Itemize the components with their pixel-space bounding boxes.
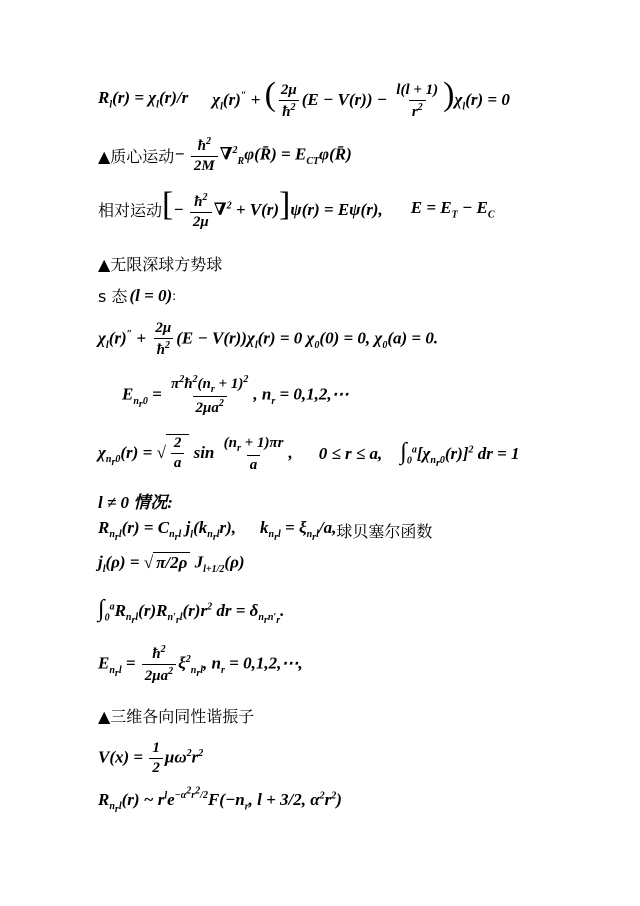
s-state-label: s 态 [98,287,128,306]
normalization-condition: $\int_0^a[\chi_{n_r0}(r)]^2$ dr = 1 [400,438,520,469]
bessel-label: 球贝塞尔函数 [336,522,433,542]
oscillator-heading: ▲三维各向同性谐振子 [98,707,255,726]
orthogonality-relation: $\int_0^aR_{n_rl}(r)R_{n'_rl}(r)r^2$ dr = $\delta_{n_rn'_r}$. [98,596,285,627]
energy-relation: $E = E_T - E_C$ [410,198,495,221]
oscillator-heading-line [98,704,254,727]
cm-motion-line [98,136,352,175]
s-state-ode: $\chi_l(r)''$ + $\frac{2\mu}{ħ^2}$ $(E - V(r))\chi_l(r) = 0$ $\chi_0(0) = 0$, $\chi_0(a) = 0$. [98,320,439,358]
l-nonzero-line [98,488,173,513]
s-state-energy: $E_{n_r0}$ = $\frac{\pi^2ħ^2(n_r + 1)^2}{2\mu a^2}$ , $n_r$ = 0,1,2,⋯ [122,374,349,416]
spherical-bessel-definition: $j_l(\rho)$ = √ π/2ρ $J_{l+1/2}(\rho)$ [98,552,245,575]
cm-motion-heading: ▲质心运动 [98,147,175,166]
domain-condition: 0 ≤ r ≤ a, [318,443,383,463]
oscillator-potential: V(x) = $\frac{1}{2}$ $\mu\omega^2r^2$ [98,740,204,776]
radial-bessel-solution: $R_{n_rl}(r) = C_{n_rl}$ $j_l(k_{n_rl}r)$, [98,518,237,544]
radial-equation-line [98,78,510,121]
oscillator-radial-solution: $R_{n_rl}(r)$ ~ $r^le^{-\alpha^2r^2/2}F(-n_r$, l + 3/2, $\alpha^2r^2$) [98,786,342,816]
cm-motion-equation: − $\frac{ħ^2}{2M}$ ∇$^2_R$φ(R̄) = $E_{CT}\varphi(R̄)$ [174,136,352,174]
relative-motion-heading: 相对运动 [98,200,163,220]
infinite-well-heading-line [98,252,222,275]
s-state-condition: (l = 0) [129,285,173,305]
relative-motion-equation: [− $\frac{ħ^2}{2\mu}$ ∇$^2$ + V(r)]ψ(r) = Eψ(r), [162,186,383,230]
relative-motion-line [98,188,495,231]
s-state-line: s 态 (l = 0) : [98,285,177,306]
bessel-definition-line [98,552,245,575]
bessel-solution-line [98,518,432,543]
energy-levels: $E_{n_rl}$ = $\frac{ħ^2}{2\mu a^2}$ $\xi^2_{n_rl}$, $n_r$ = 0,1,2,⋯, [98,644,303,684]
s-state-energy-line [122,374,349,417]
wavenumber-relation: $k_{n_rl} = \xi_{n_rl}/a$, [260,518,337,544]
oscillator-solution-line [98,786,342,815]
radial-relation: $R_l(r) = \chi_l(r)/r$ [98,88,189,111]
s-state-wavefunction: $\chi_{n_r0}(r)$ = √ $\frac{2}{a}$ sin $\frac{(n_r + 1)\pi r}{a}$ , [98,434,293,473]
l-nonzero-heading: l ≠ 0 情况: [98,493,173,512]
orthogonality-line [98,596,284,626]
s-state-wavefunction-line [98,434,520,474]
oscillator-potential-line [98,740,203,777]
infinite-well-heading: ▲无限深球方势球 [98,255,223,274]
radial-ode: $\chi_l(r)''$ + ( $\frac{2\mu}{ħ^2}$ (E − V(r)) − $\frac{l(l + 1)}{r^2}$ )$\chi_l(r) = 0$ [212,76,510,120]
s-state-ode-line [98,320,438,359]
energy-levels-line [98,644,303,685]
